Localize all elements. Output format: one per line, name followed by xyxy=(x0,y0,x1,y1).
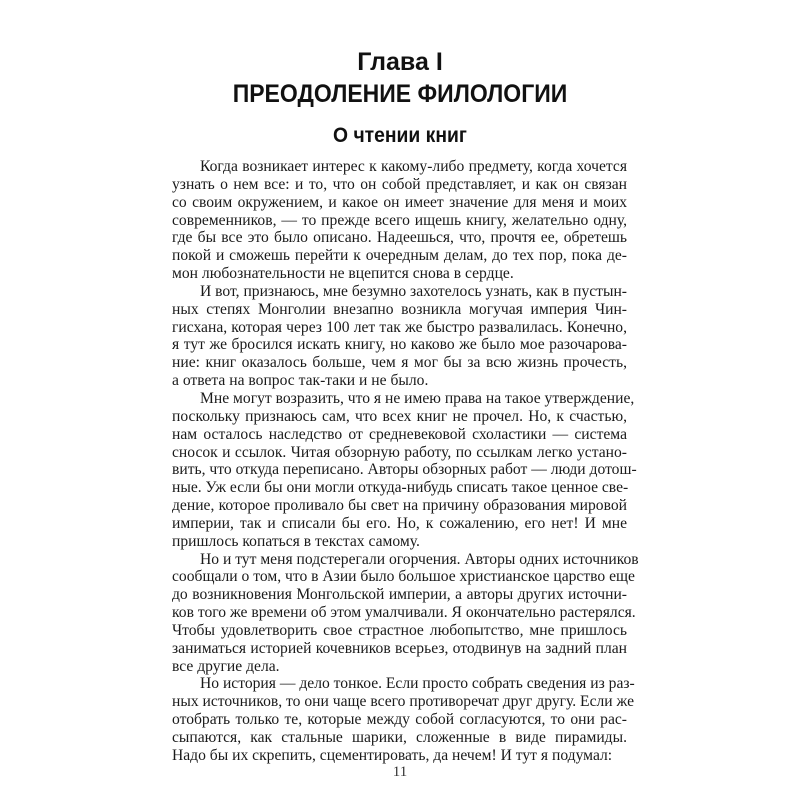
text-line: поскольку признаюсь сам, что всех книг не прочел. Но, к счастью, xyxy=(172,407,627,425)
text-line: И вот, признаюсь, мне безумно захотелось узнать, как в пустын- xyxy=(200,282,627,300)
text-line: гисхана, которая через 100 лет так же быстро развалилась. Конечно, xyxy=(172,318,627,336)
body-text xyxy=(172,158,639,765)
text-line: сообщали о том, что в Азии было большое христианское царство еще xyxy=(172,568,635,586)
paragraph xyxy=(172,283,627,390)
text-line: ние: книг оказалось больше, чем я мог бы за всю жизнь прочесть, xyxy=(172,354,627,372)
page-number: 11 xyxy=(392,764,408,780)
text-line: Но и тут меня подстерегали огорчения. Авторы одних источников xyxy=(200,550,639,568)
text-line: пришлось копаться в текстах самому. xyxy=(172,532,420,550)
text-line: а ответа на вопрос так-таки и не было. xyxy=(172,372,429,390)
text-line: ных степях Монголии внезапно возникла могучая империя Чин- xyxy=(172,300,627,318)
text-line: Чтобы удовлетворить свое страстное любопытство, мне пришлось xyxy=(172,621,627,639)
paragraph xyxy=(172,675,635,764)
section-title: О чтении книг xyxy=(333,124,467,147)
text-line: современников, — то прежде всего ищешь книгу, желательно одну, xyxy=(172,211,627,229)
text-line: сносок и ссылок. Читая обзорную работу, по ссылкам легко устано- xyxy=(172,443,627,461)
text-line: я тут же бросился искать книгу, но каково же было мое разочарова- xyxy=(172,336,627,354)
chapter-title: ПРЕОДОЛЕНИЕ ФИЛОЛОГИИ xyxy=(232,80,568,108)
text-line: все другие дела. xyxy=(172,657,280,675)
text-line: империи, так и списали бы его. Но, к сожалению, его нет! И мне xyxy=(172,514,627,532)
text-line: мон любознательности не вцепится снова в сердце. xyxy=(172,265,514,283)
text-line: сыпаются, как стальные шарики, сложенные в виде пирамиды. xyxy=(172,729,627,746)
paragraph xyxy=(172,550,639,676)
chapter-number: Глава I xyxy=(357,48,443,76)
paragraph xyxy=(172,158,627,283)
text-line: дение, которое проливало бы свет на причину образования мировой xyxy=(172,497,627,515)
text-line: Надо бы их скрепить, сцементировать, да нечем! И тут я подумал: xyxy=(172,746,613,764)
text-line: до возникновения Монгольской империи, а авторы других источни- xyxy=(172,586,627,604)
text-line: отобрать только те, которые между собой согласуются, то они рас- xyxy=(172,711,627,729)
text-line: нам осталось наследство от средневековой схоластики — система xyxy=(172,425,627,443)
text-line: со своим окружением, и какое он имеет значение для меня и моих xyxy=(172,193,627,211)
text-line: Когда возникает интерес к какому-либо предмету, когда хочется xyxy=(200,158,627,175)
text-line: узнать о нем все: и то, что он собой представляет, и как он связан xyxy=(172,175,627,193)
text-line: ных источников, то они чаще всего противоречат друг другу. Если же xyxy=(172,693,635,711)
text-line: Мне могут возразить, что я не имею права на такое утверждение, xyxy=(200,389,635,407)
text-line: ные. Уж если бы они могли откуда-нибудь списать такое ценное све- xyxy=(172,479,629,497)
paragraph xyxy=(172,389,637,551)
text-line: вить, что откуда переписано. Авторы обзорных работ — люди дотош- xyxy=(172,461,637,479)
text-line: где бы все это было описано. Надеешься, что, прочтя ее, обретешь xyxy=(172,229,627,247)
text-line: покой и сможешь перейти к очередным делам, до тех пор, пока де- xyxy=(172,247,627,265)
text-line: Но история — дело тонкое. Если просто собрать сведения из раз- xyxy=(200,675,635,693)
text-line: ков того же времени об этом умалчивали. Я окончательно растерялся. xyxy=(172,604,636,622)
text-line: заниматься историей кочевников всерьез, отодвинув на задний план xyxy=(172,639,627,657)
